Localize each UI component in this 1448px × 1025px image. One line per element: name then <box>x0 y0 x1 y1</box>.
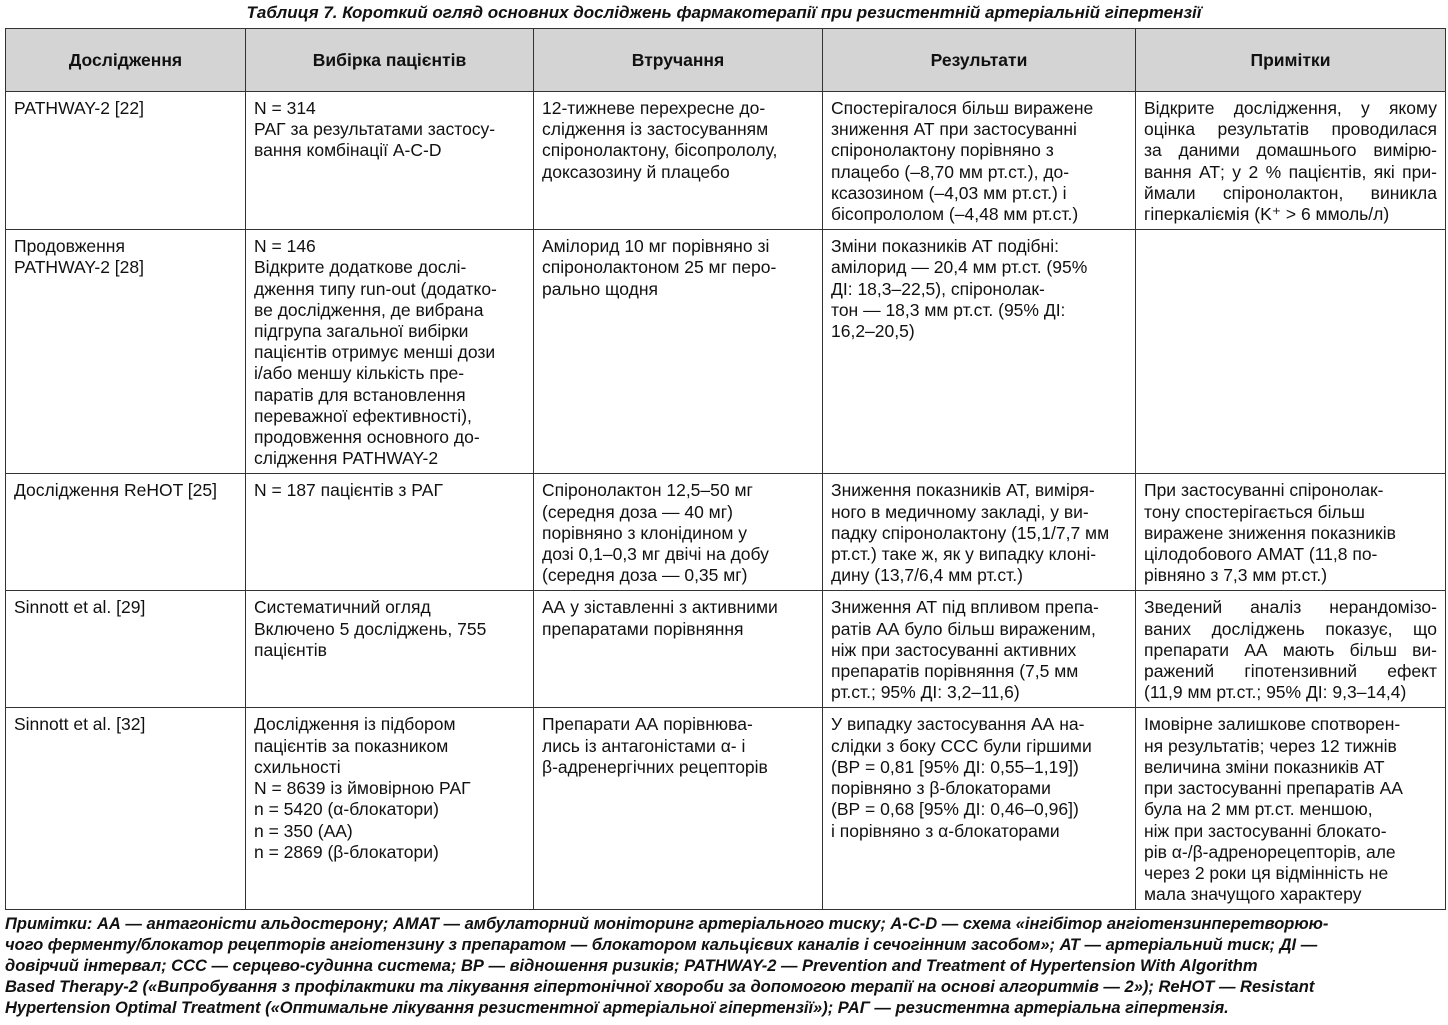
cell-intervention <box>534 92 823 230</box>
cell-line: дження типу run-out (додатко- <box>254 278 497 299</box>
cell-notes <box>1136 474 1446 591</box>
cell-line: величина зміни показників АТ <box>1144 756 1385 777</box>
cell-line: при застосуванні препаратів АА <box>1144 778 1403 799</box>
cell-line: рально щодня <box>542 278 658 299</box>
header-results: Результати <box>823 29 1136 92</box>
cell-line: була на 2 мм рт.ст. меншою, <box>1144 799 1373 820</box>
cell-line: n = 2869 (β-блокатори) <box>254 841 439 862</box>
cell-line: пацієнтів за показником <box>254 735 449 756</box>
header-sample: Вибірка пацієнтів <box>246 29 534 92</box>
cell-line: рів α-/β-адренорецепторів, але <box>1144 841 1396 862</box>
cell-study <box>6 474 246 591</box>
cell-line: PATHWAY-2 [22] <box>14 98 144 118</box>
cell-intervention <box>534 591 823 708</box>
cell-results <box>823 230 1136 474</box>
cell-study <box>6 230 246 474</box>
cell-line: порівняно з клонідином у <box>542 522 747 543</box>
cell-line: Спіронолактон 12,5–50 мг <box>542 480 753 501</box>
cell-line: продовження основного до- <box>254 427 480 448</box>
cell-line: підгрупа загальної вибірки <box>254 321 469 342</box>
cell-line: плацебо (–8,70 мм рт.ст.), до- <box>831 161 1070 182</box>
table-row <box>6 708 1446 910</box>
cell-line: оцінка результатів проводилася <box>1144 119 1437 140</box>
cell-results <box>823 708 1136 910</box>
cell-sample <box>246 591 534 708</box>
cell-line: дину (13,7/6,4 мм рт.ст.) <box>831 565 1023 586</box>
cell-line: ратів АА було більш вираженим, <box>831 618 1096 639</box>
cell-line: пацієнтів <box>254 639 327 660</box>
footnote-line: чого ферменту/блокатор рецепторів ангіотензину з препаратом — блокатором кальцієвих каналів і сечогінним засобом»; АТ — артеріальний тиск; ДІ — <box>5 936 1318 954</box>
cell-line: Дослідження ReHOT [25] <box>14 480 217 501</box>
cell-results <box>823 591 1136 708</box>
cell-line: вання комбінації A-C-D <box>254 140 442 161</box>
cell-line: ніж при застосуванні активних <box>831 639 1077 660</box>
cell-line: n = 5420 (α-блокатори) <box>254 799 439 820</box>
cell-line: Відкрите дослідження, у якому <box>1144 98 1437 118</box>
cell-notes <box>1136 708 1446 910</box>
cell-line: 16,2–20,5) <box>831 321 915 342</box>
cell-study <box>6 591 246 708</box>
table-row <box>6 474 1446 591</box>
cell-line: У випадку застосування АА на- <box>831 714 1085 735</box>
cell-line: Зниження АТ під впливом препа- <box>831 597 1099 618</box>
cell-line: схильності <box>254 756 341 777</box>
table-row <box>6 591 1446 708</box>
cell-line: β-адренергічних рецепторів <box>542 756 768 777</box>
cell-line: Sinnott et al. [32] <box>14 714 146 735</box>
header-notes: Примітки <box>1136 29 1446 92</box>
cell-line: виражене зниження показників <box>1144 522 1396 543</box>
cell-line: Імовірне залишкове спотворен- <box>1144 714 1401 735</box>
cell-line: Sinnott et al. [29] <box>14 597 146 618</box>
cell-line: переважної ефективності), <box>254 405 472 426</box>
cell-line: Включено 5 досліджень, 755 <box>254 618 487 639</box>
cell-line: паратів для встановлення <box>254 384 466 405</box>
cell-notes <box>1136 230 1446 474</box>
cell-line: препарати АА мають більш ви- <box>1144 639 1437 660</box>
cell-intervention <box>534 474 823 591</box>
cell-line: (середня доза — 40 мг) <box>542 501 733 522</box>
cell-line: рт.ст.) таке ж, як у випадку клоні- <box>831 544 1097 565</box>
cell-line: N = 187 пацієнтів з РАГ <box>254 480 443 501</box>
cell-line: Дослідження із підбором <box>254 714 456 735</box>
cell-line: мала значущого характеру <box>1144 884 1362 905</box>
cell-notes <box>1136 591 1446 708</box>
cell-line: ваних досліджень показує, що <box>1144 618 1437 639</box>
cell-line: (ВР = 0,68 [95% ДІ: 0,46–0,96]) <box>831 799 1079 820</box>
cell-line: Продовження <box>14 236 125 257</box>
cell-line: спіронолактону порівняно з <box>831 140 1054 161</box>
cell-intervention <box>534 230 823 474</box>
cell-line: спіронолактоном 25 мг перо- <box>542 257 777 278</box>
cell-line: ражений гіпотензивний ефект <box>1144 661 1437 682</box>
cell-line: АА у зіставленні з активними <box>542 597 778 618</box>
cell-notes <box>1136 92 1446 230</box>
cell-sample <box>246 708 534 910</box>
cell-line: Препарати АА порівнюва- <box>542 714 753 735</box>
cell-line: 12-тижневе перехресне до- <box>542 98 766 118</box>
cell-line: дозі 0,1–0,3 мг двічі на добу <box>542 544 769 565</box>
cell-line: слідження PATHWAY-2 <box>254 448 439 469</box>
cell-line: РАГ за результатами застосу- <box>254 119 496 140</box>
cell-line: препаратами порівняння <box>542 618 744 639</box>
cell-line: N = 314 <box>254 98 316 118</box>
cell-line: ня результатів; через 12 тижнів <box>1144 735 1397 756</box>
cell-line: Амілорид 10 мг порівняно зі <box>542 236 770 257</box>
cell-line: ного в медичному закладі, у ви- <box>831 501 1089 522</box>
cell-line: PATHWAY-2 [28] <box>14 257 144 278</box>
cell-line: вання АТ; у 2 % пацієнтів, які при- <box>1144 161 1437 182</box>
cell-intervention <box>534 708 823 910</box>
header-study: Дослідження <box>6 29 246 92</box>
cell-line: рівняно з 7,3 мм рт.ст.) <box>1144 565 1328 586</box>
cell-line: N = 146 <box>254 236 316 257</box>
cell-line: Систематичний огляд <box>254 597 431 618</box>
cell-line: і/або меншу кількість пре- <box>254 363 465 384</box>
cell-line: n = 350 (АА) <box>254 820 353 841</box>
cell-line: При застосуванні спіронолак- <box>1144 480 1384 501</box>
cell-sample <box>246 92 534 230</box>
cell-line: пацієнтів отримує менші дози <box>254 342 496 363</box>
cell-line: слідження із застосуванням <box>542 119 769 140</box>
cell-line: гіперкаліємія (K⁺ > 6 ммоль/л) <box>1144 204 1390 225</box>
cell-line: доксазозину й плацебо <box>542 161 730 182</box>
cell-line: ДІ: 18,3–22,5), спіронолак- <box>831 278 1045 299</box>
cell-line: слідки з боку ССС були гіршими <box>831 735 1092 756</box>
cell-line: лись із антагоністами α- і <box>542 735 746 756</box>
cell-line: через 2 роки ця відмінність не <box>1144 862 1389 883</box>
cell-line: амілорид — 20,4 мм рт.ст. (95% <box>831 257 1088 278</box>
footnote-line: Примітки: АА — антагоністи альдостерону; АМАТ — амбулаторний моніторинг артеріального тиску; A-C-D — схема «інгібітор ангіотензинперетворюю- <box>5 915 1329 933</box>
cell-results <box>823 92 1136 230</box>
footnote-line: Based Therapy-2 («Випробування з профілактики та лікування гіпертонічної хвороби за допомогою терапії на основі алгоритмів — 2»); ReHOT — Resistant <box>5 978 1315 996</box>
cell-line: порівняно з β-блокаторами <box>831 778 1051 799</box>
header-row <box>6 29 1446 92</box>
cell-line: ве дослідження, де вибрана <box>254 299 484 320</box>
cell-line: спіронолактону, бісопрололу, <box>542 140 778 161</box>
cell-sample <box>246 474 534 591</box>
cell-line: падку спіронолактону (15,1/7,7 мм <box>831 522 1110 543</box>
cell-line: Зведений аналіз нерандомізо- <box>1144 597 1437 618</box>
studies-table <box>5 28 1446 910</box>
cell-study <box>6 92 246 230</box>
cell-line: цілодобового АМАТ (11,8 по- <box>1144 544 1378 565</box>
cell-results <box>823 474 1136 591</box>
cell-line: препаратів порівняння (7,5 мм <box>831 661 1079 682</box>
cell-line: (середня доза — 0,35 мг) <box>542 565 748 586</box>
cell-line: ймали спіронолактон, виникла <box>1144 182 1437 203</box>
cell-line: ксазозином (–4,03 мм рт.ст.) і <box>831 182 1067 203</box>
cell-sample <box>246 230 534 474</box>
cell-line: тону спостерігається більш <box>1144 501 1365 522</box>
footnote <box>5 914 1445 1019</box>
cell-line: (ВР = 0,81 [95% ДІ: 0,55–1,19]) <box>831 756 1079 777</box>
cell-line: Відкрите додаткове дослі- <box>254 257 467 278</box>
cell-line: ніж при застосуванні блокато- <box>1144 820 1387 841</box>
cell-study <box>6 708 246 910</box>
footnote-line: довірчий інтервал; ССС — серцево-судинна система; ВР — відношення ризиків; PATHWAY-2 — Prevention and Treatment of Hypertension With Algorithm <box>5 957 1258 975</box>
cell-line: зниження АТ при застосуванні <box>831 119 1077 140</box>
cell-line: Зниження показників АТ, виміря- <box>831 480 1095 501</box>
table-row <box>6 92 1446 230</box>
cell-line: за даними домашнього вимірю- <box>1144 140 1437 161</box>
cell-line: і порівняно з α-блокаторами <box>831 820 1060 841</box>
table-caption: Таблиця 7. Короткий огляд основних досліджень фармакотерапії при резистентній артеріальній гіпертензії <box>246 3 1202 22</box>
cell-line: тон — 18,3 мм рт.ст. (95% ДІ: <box>831 299 1066 320</box>
header-intervention: Втручання <box>534 29 823 92</box>
footnote-line: Hypertension Optimal Treatment («Оптимальне лікування резистентної артеріальної гіпертензії»); РАГ — резистентна артеріальна гіпертензія. <box>5 999 1229 1017</box>
cell-line: N = 8639 із ймовірною РАГ <box>254 778 471 799</box>
cell-line: рт.ст.; 95% ДІ: 3,2–11,6) <box>831 682 1020 703</box>
cell-line: Спостерігалося більш виражене <box>831 98 1094 118</box>
cell-line: (11,9 мм рт.ст.; 95% ДІ: 9,3–14,4) <box>1144 682 1407 703</box>
cell-line: Зміни показників АТ подібні: <box>831 236 1059 257</box>
cell-line: бісопрололом (–4,48 мм рт.ст.) <box>831 204 1079 225</box>
table-row <box>6 230 1446 474</box>
